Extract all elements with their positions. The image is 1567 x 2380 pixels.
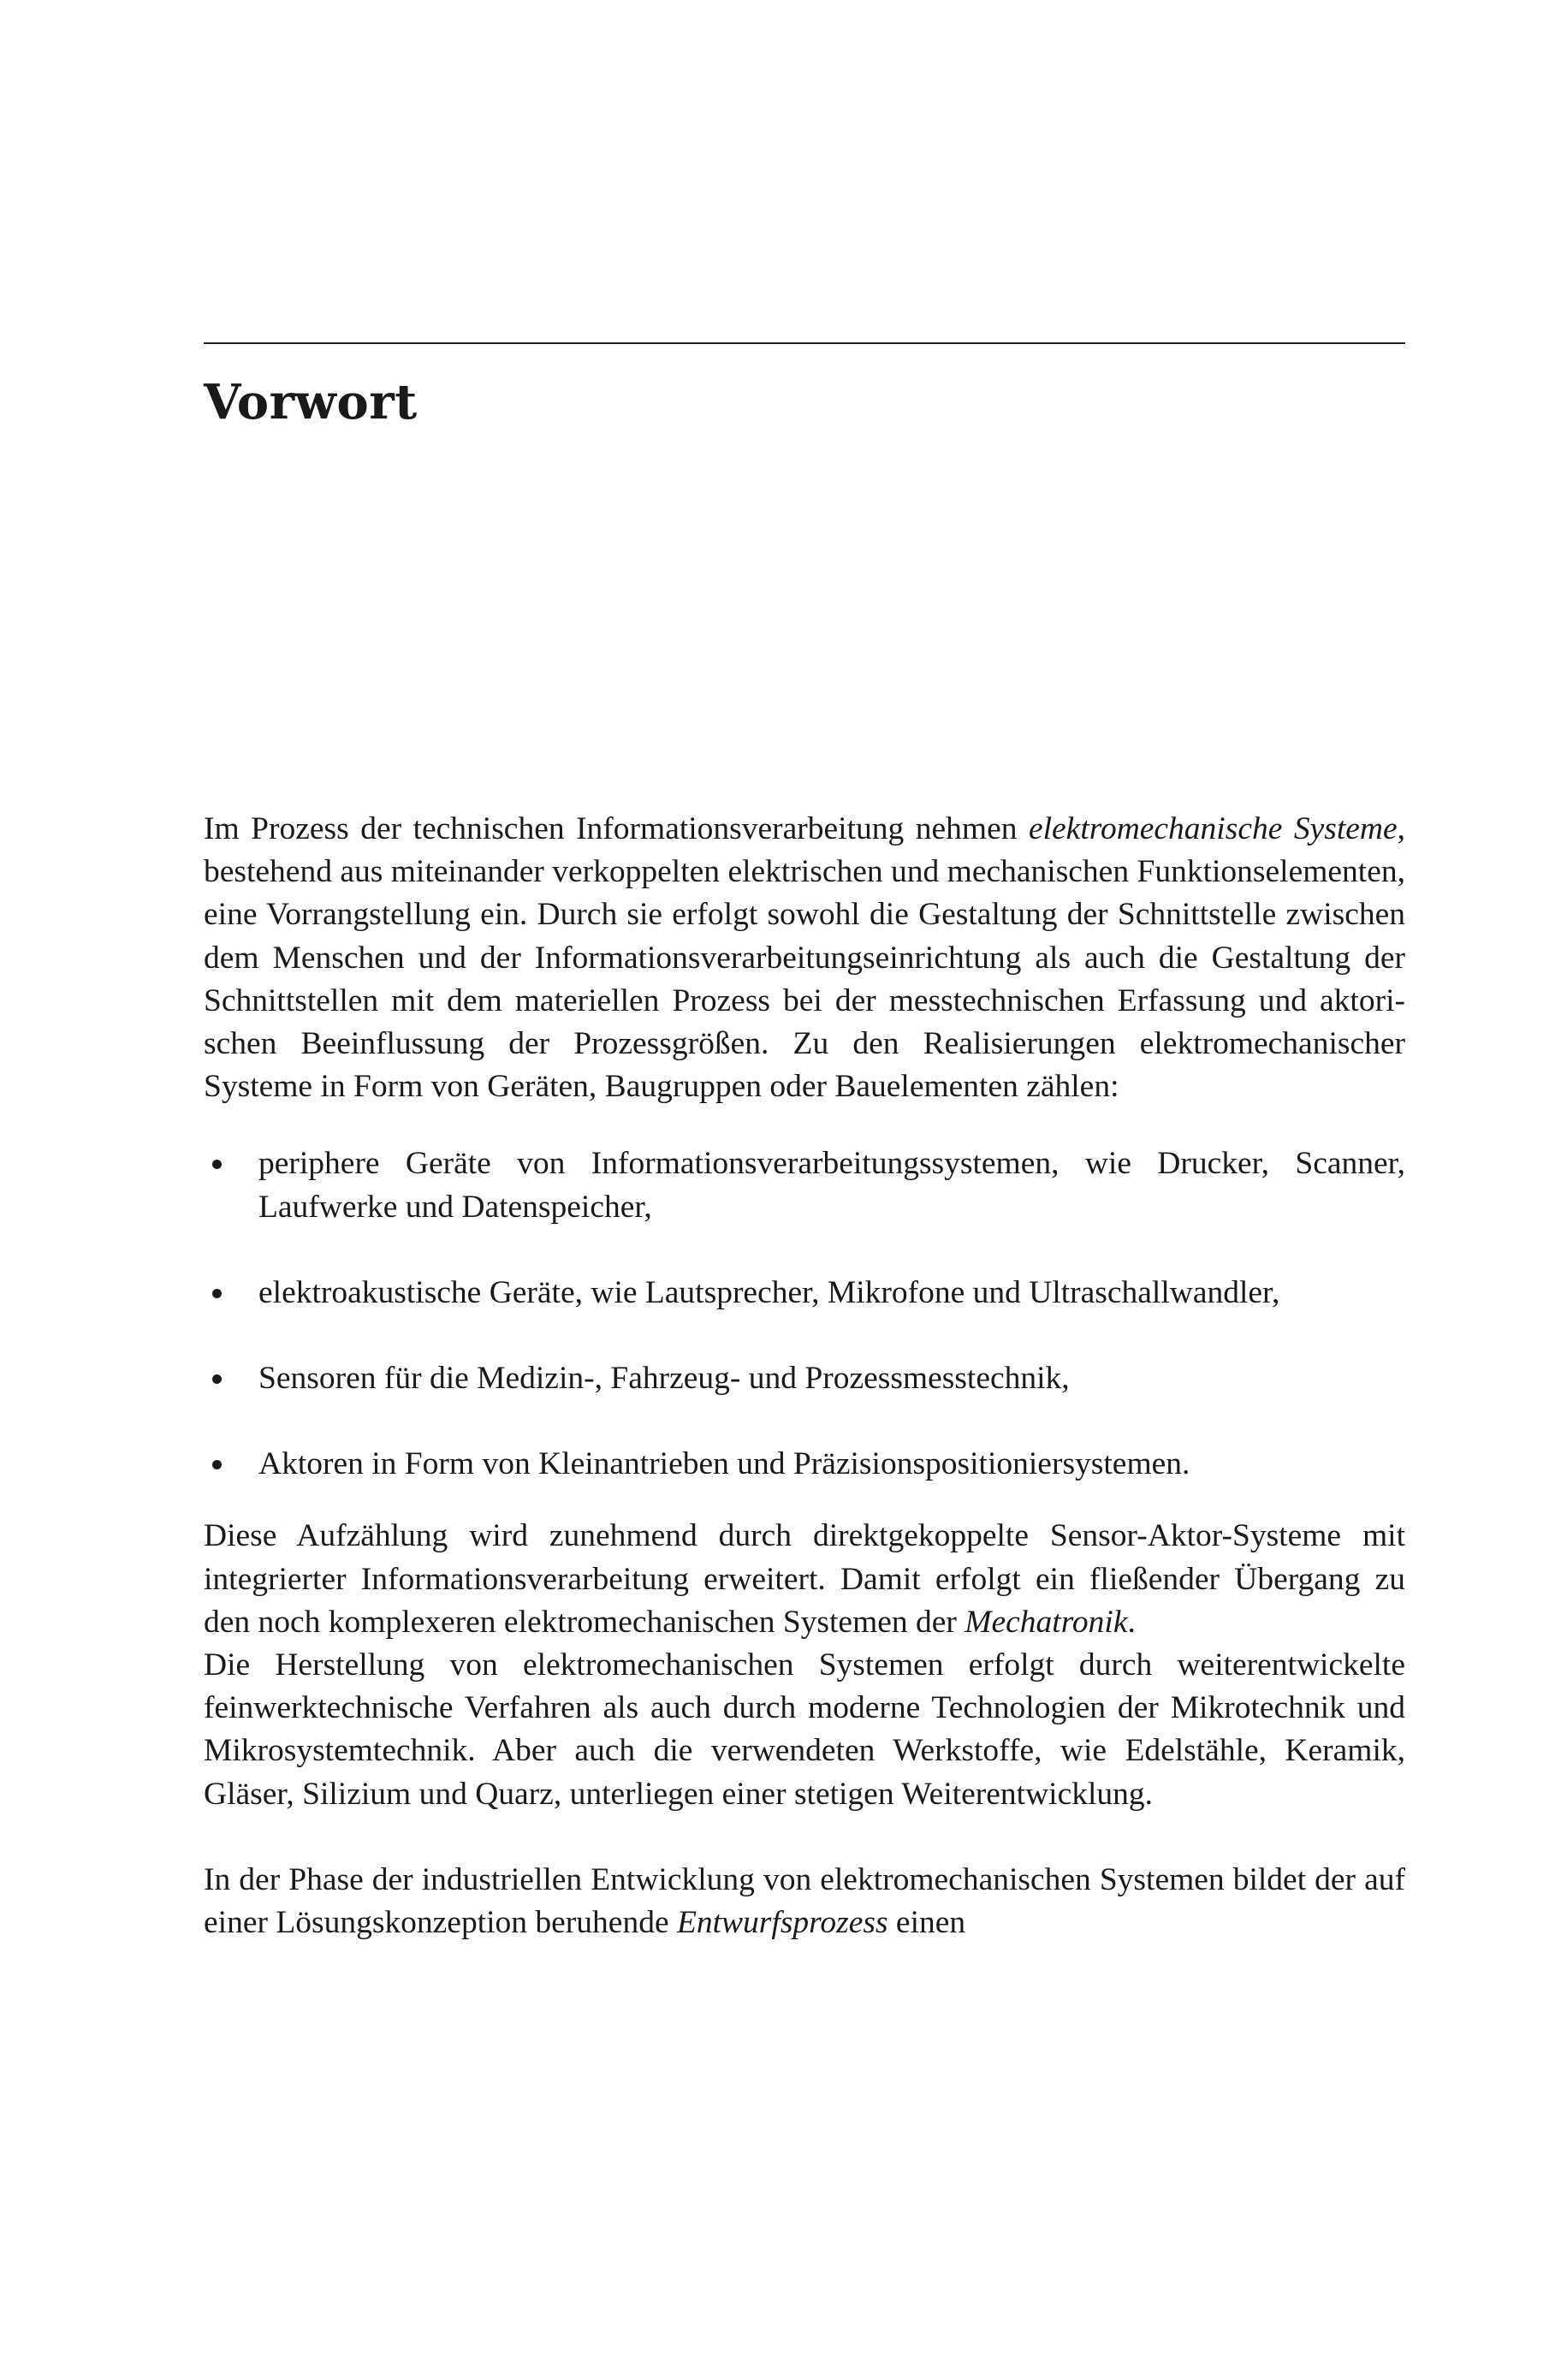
- paragraph-gap: [204, 1816, 1405, 1859]
- list-item: [204, 1357, 1405, 1400]
- intro-emphasis: elektromechanische Systeme: [1028, 811, 1398, 846]
- device-list: [204, 1143, 1405, 1486]
- bullet-icon: [212, 1160, 222, 1169]
- mechatronics-emphasis: Mechatronik: [965, 1604, 1128, 1640]
- intro-paragraph: [204, 808, 1405, 1108]
- bullet-icon: [212, 1460, 222, 1469]
- list-item-text: Sensoren für die Medizin-, Fahrzeug- und Prozessmesstechnik,: [258, 1361, 1070, 1397]
- chapter-top-rule: [204, 342, 1405, 344]
- mechatronics-text-before: Diese Aufzählung wird zunehmend durch direktgekoppelte Sensor-Aktor-Systeme mit integrierter Informationsverarbeitung erweitert. Damit erfolgt ein fließender Übergang zu den noch komplexeren elektromechanischen Systemen der: [204, 1518, 1405, 1640]
- intro-text-after: , bestehend aus miteinander verkoppelten elektrischen und mechanischen Funktionselementen, eine Vorrangstellung ein. Durch sie erfolgt sowohl die Gestaltung der Schnittstelle zwischen dem Menschen und der Informationsverarbeitungseinrichtung als auch die Gestaltung der Schnittstellen mit dem materiellen Prozess bei der messtechnischen Erfassung und aktorischen Beeinflussung der Prozessgrößen. Zu den Realisierungen elektromechanischer Systeme in Form von Geräten, Baugruppen oder Bauelementen zählen:: [204, 811, 1406, 1105]
- list-item: [204, 1443, 1405, 1486]
- chapter-title: Vorwort: [204, 374, 418, 430]
- design-text-before: In der Phase der industriellen Entwicklung von elektromechanischen Systemen bildet der auf einer Lösungskonzeption beruhende: [204, 1861, 1405, 1941]
- bullet-icon: [212, 1374, 222, 1384]
- design-paragraph: [204, 1859, 1405, 1944]
- bullet-icon: [212, 1289, 222, 1298]
- manufacturing-paragraph: Die Herstellung von elektromechanischen Systemen erfolgt durch weiterentwickelte feinwerktechnische Verfahren als auch durch moderne Technologien der Mikrotechnik und Mikrosystemtechnik. Aber auch die verwendeten Werkstoffe, wie Edelstähle, Keramik, Gläser, Silizium und Quarz, unterliegen einer stetigen Weiterentwicklung.: [204, 1647, 1405, 1812]
- intro-text-before: Im Prozess der technischen Informationsverarbeitung nehmen: [204, 811, 1029, 846]
- list-item-text: Aktoren in Form von Kleinantrieben und Präzisionspositioniersystemen.: [258, 1446, 1190, 1482]
- main-text: [204, 808, 1405, 1944]
- list-item: [204, 1272, 1405, 1315]
- list-item-text: periphere Geräte von Informationsverarbeitungssystemen, wie Drucker, Scanner, Laufwerke und Datenspeicher,: [258, 1146, 1405, 1225]
- list-item: [204, 1143, 1405, 1228]
- mechatronics-paragraph: [204, 1515, 1405, 1644]
- design-text-after: einen: [887, 1905, 966, 1941]
- mechatronics-text-after: .: [1127, 1604, 1136, 1640]
- list-item-text: elektroakustische Geräte, wie Lautsprecher, Mikrofone und Ultraschallwandler,: [258, 1274, 1280, 1310]
- design-emphasis: Entwurfsprozess: [676, 1905, 888, 1941]
